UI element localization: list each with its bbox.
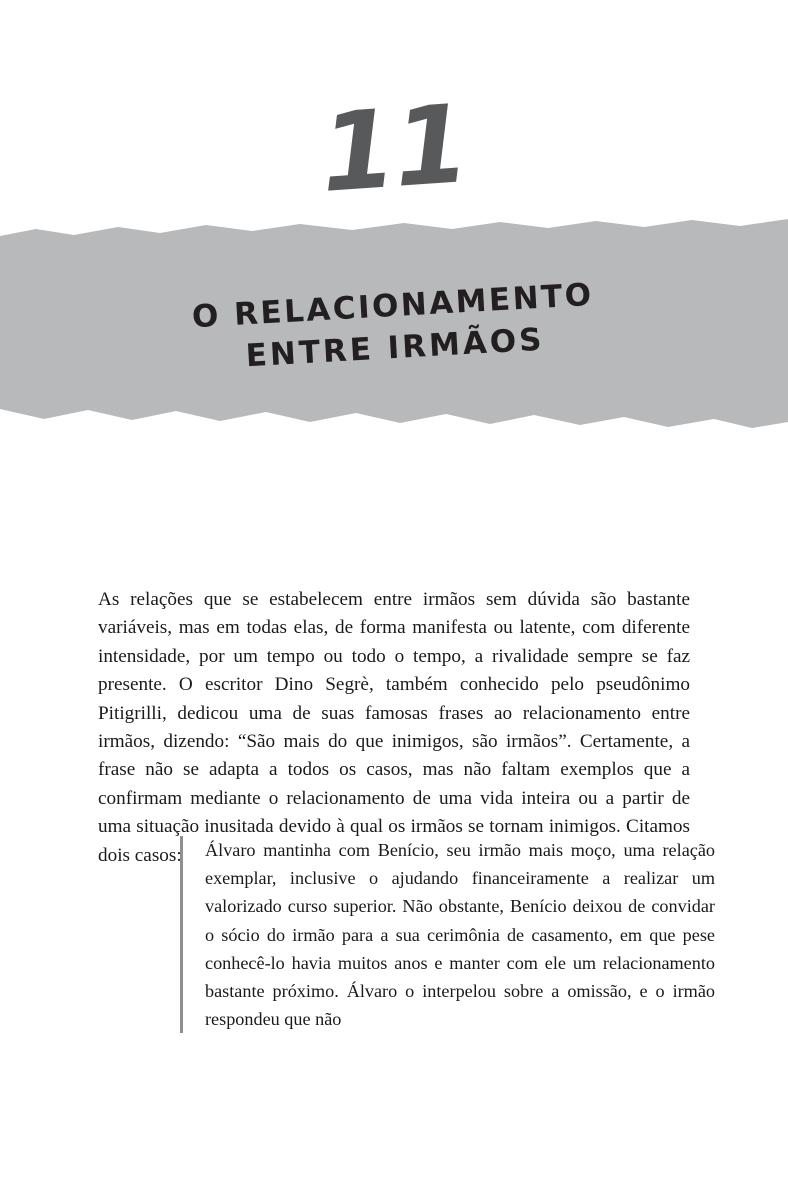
- chapter-header-band: [0, 0, 788, 470]
- chapter-title-line-1: O RELACIONAMENTO: [191, 276, 595, 336]
- quotation-paragraph: Álvaro mantinha com Benício, seu irmão mais moço, uma relação exemplar, inclusive o ajudando financeiramente a realizar um valorizado curso superior. Não obstante, Benício deixou de convidar o sócio do irmão para a sua cerimônia de casamento, em que pese conhecê-lo havia muitos anos e manter com ele um relacionamento bastante próximo. Álvaro o interpelou sobre a omissão, e o irmão respondeu que não: [205, 840, 715, 1030]
- body-paragraph: As relações que se estabelecem entre irmãos sem dúvida são bastante variáveis, mas em todas elas, de forma manifesta ou latente, com diferente intensidade, por um tempo ou todo o tempo, a rivalidade sempre se faz presente. O escritor Dino Segrè, também conhecido pelo pseudônimo Pitigrilli, dedicou uma de suas famosas frases ao relacionamento entre irmãos, dizendo: “São mais do que inimigos, são irmãos”. Certamente, a frase não se adapta a todos os casos, mas não faltam exemplos que a confirmam mediante o relacionamento de uma vida inteira ou a partir de uma situação inusitada devido à qual os irmãos se tornam inimigos. Citamos dois casos:: [98, 589, 690, 866]
- chapter-number: 11: [316, 82, 472, 217]
- quotation-block: [180, 836, 715, 1033]
- chapter-title-line-2: ENTRE IRMÃOS: [244, 321, 546, 375]
- body-text: [98, 586, 690, 870]
